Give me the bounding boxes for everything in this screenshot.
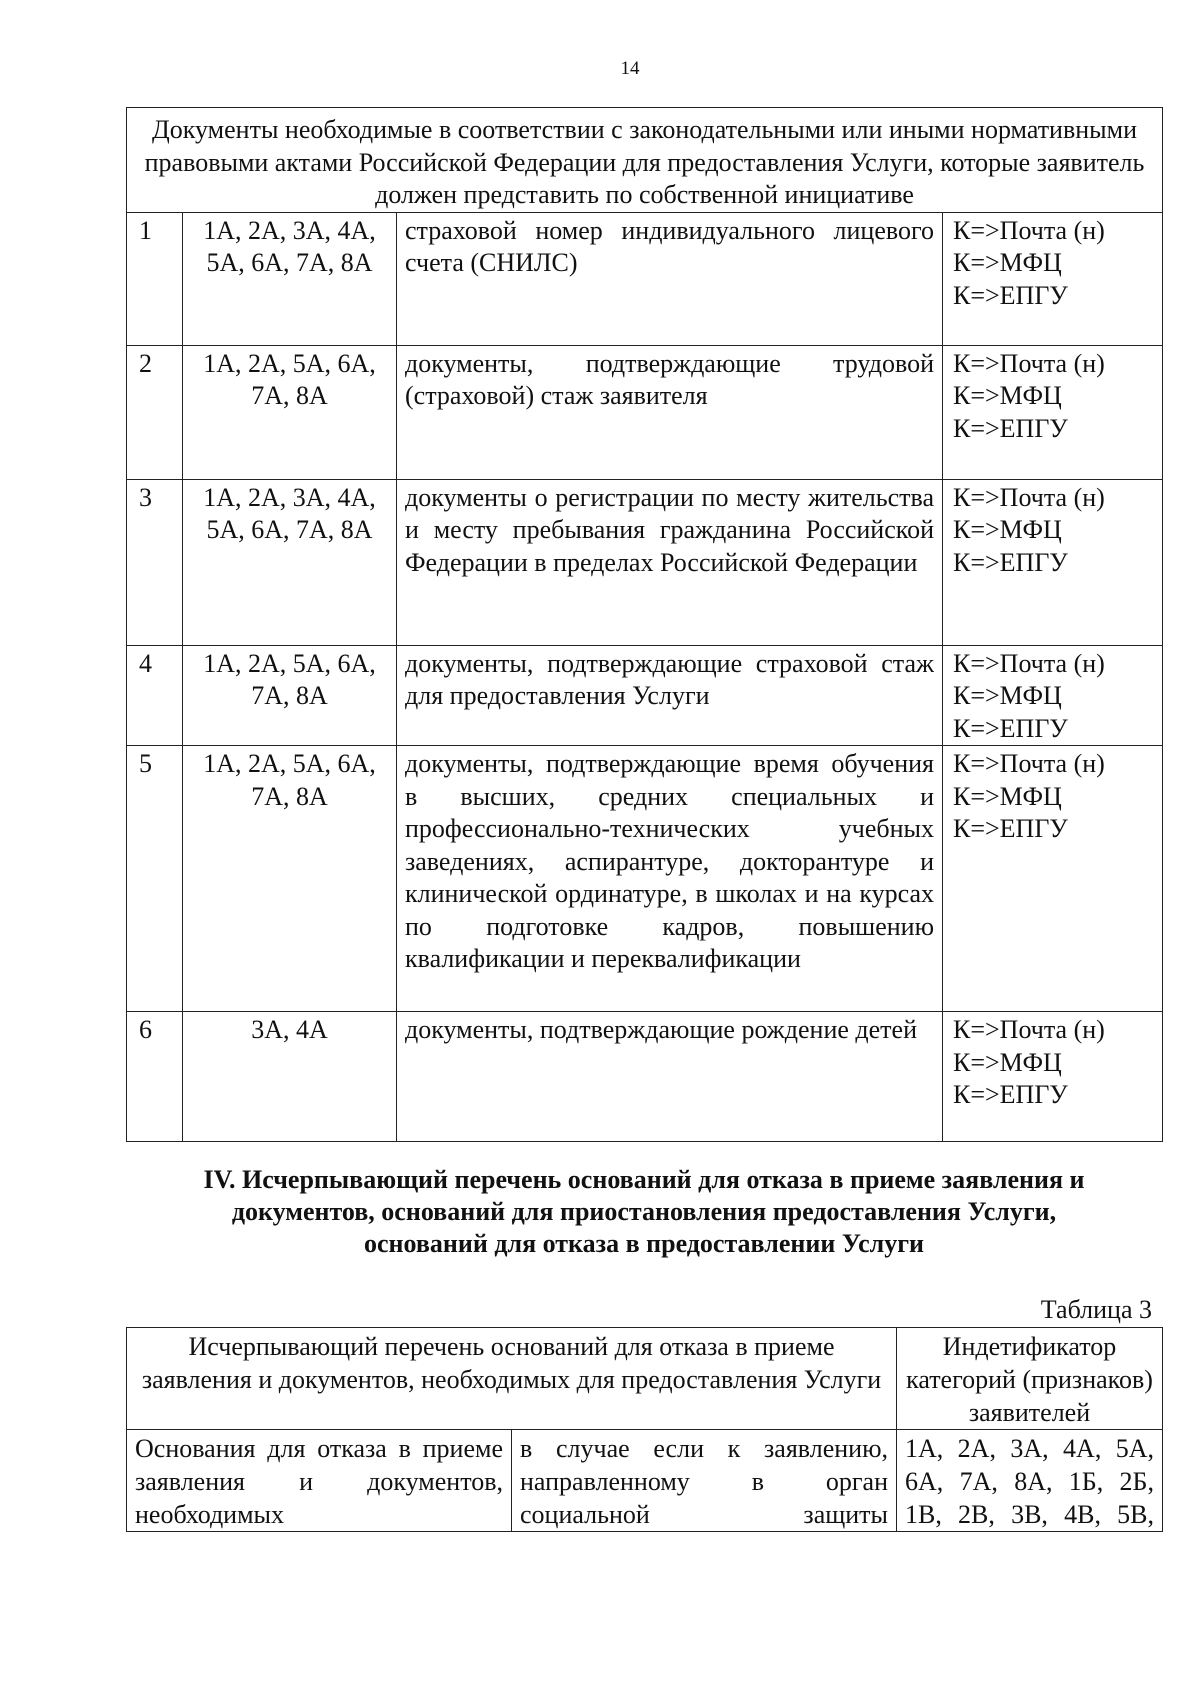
table-caption: Таблица 3 bbox=[1040, 1295, 1152, 1324]
section-title-line: документов, оснований для приостановления предоставления Услуги, bbox=[231, 1197, 1057, 1226]
channel-epgu: К=>ЕПГУ bbox=[953, 547, 1068, 577]
row-categories: 3А, 4А bbox=[183, 1012, 397, 1142]
table-row bbox=[127, 345, 1163, 479]
row-document: документы о регистрации по месту жительства и месту пребывания гражданина Российской Федерации в пределах Российской Федерации bbox=[397, 479, 943, 645]
refusal-condition-text: в случае если к заявлению, направленному в орган социальной защиты bbox=[520, 1434, 888, 1529]
refusal-grounds-header: Исчерпывающий перечень оснований для отказа в приеме заявления и документов, необходимых для предоставления Услуги bbox=[127, 1328, 897, 1430]
row-number: 1 bbox=[127, 212, 183, 345]
section-title bbox=[126, 1164, 1162, 1260]
row-categories: 1А, 2А, 3А, 4А, 5А, 6А, 7А, 8А bbox=[183, 212, 397, 345]
table-row bbox=[127, 1430, 1163, 1532]
channel-mfc: К=>МФЦ bbox=[953, 681, 1062, 710]
row-number: 3 bbox=[127, 479, 183, 645]
row-channels bbox=[943, 212, 1163, 345]
channel-epgu: К=>ЕПГУ bbox=[953, 1080, 1068, 1109]
row-categories: 1А, 2А, 3А, 4А, 5А, 6А, 7А, 8А bbox=[183, 479, 397, 645]
row-number: 4 bbox=[127, 645, 183, 746]
channel-mfc: К=>МФЦ bbox=[953, 781, 1062, 811]
channel-mfc: К=>МФЦ bbox=[953, 248, 1062, 277]
row-number: 6 bbox=[127, 1012, 183, 1142]
page-number: 14 bbox=[620, 58, 640, 79]
documents-table bbox=[126, 107, 1163, 1142]
row-categories: 1А, 2А, 5А, 6А, 7А, 8А bbox=[183, 645, 397, 746]
channel-post: К=>Почта (н) bbox=[953, 749, 1105, 778]
row-number: 5 bbox=[127, 746, 183, 1012]
channel-post: К=>Почта (н) bbox=[953, 482, 1105, 512]
table-row bbox=[127, 1012, 1163, 1142]
channel-mfc: К=>МФЦ bbox=[953, 381, 1062, 410]
channel-mfc: К=>МФЦ bbox=[953, 515, 1062, 544]
channel-epgu: К=>ЕПГУ bbox=[953, 280, 1068, 310]
row-channels bbox=[943, 746, 1163, 1012]
channel-epgu: К=>ЕПГУ bbox=[953, 814, 1068, 843]
section-title-line: IV. Исчерпывающий перечень оснований для отказа в приеме заявления и bbox=[203, 1165, 1085, 1194]
category-ids-cell bbox=[897, 1430, 1163, 1532]
channel-epgu: К=>ЕПГУ bbox=[953, 413, 1068, 443]
channel-post: К=>Почта (н) bbox=[953, 648, 1105, 678]
table-row bbox=[127, 645, 1163, 746]
refusal-ground-cell bbox=[127, 1430, 512, 1532]
row-channels bbox=[943, 345, 1163, 479]
table-row bbox=[127, 746, 1163, 1012]
documents-table-header-row bbox=[127, 108, 1163, 213]
row-channels bbox=[943, 1012, 1163, 1142]
table-row bbox=[127, 212, 1163, 345]
refusal-grounds-table bbox=[126, 1327, 1163, 1532]
row-categories: 1А, 2А, 5А, 6А, 7А, 8А bbox=[183, 345, 397, 479]
channel-post: К=>Почта (н) bbox=[953, 348, 1105, 378]
channel-epgu: К=>ЕПГУ bbox=[953, 713, 1068, 743]
refusal-ground-text: Основания для отказа в приеме заявления и документов, необходимых bbox=[135, 1434, 503, 1529]
row-channels bbox=[943, 479, 1163, 645]
refusal-grounds-header-row bbox=[127, 1328, 1163, 1430]
row-channels bbox=[943, 645, 1163, 746]
row-categories: 1А, 2А, 5А, 6А, 7А, 8А bbox=[183, 746, 397, 1012]
refusal-condition-cell bbox=[512, 1430, 897, 1532]
documents-table-header: Документы необходимые в соответствии с законодательными или иными нормативными правовыми актами Российской Федерации для предоставления Услуги, которые заявитель должен представить по собственной инициативе bbox=[127, 108, 1163, 213]
channel-mfc: К=>МФЦ bbox=[953, 1047, 1062, 1077]
channel-post: К=>Почта (н) bbox=[953, 1015, 1105, 1044]
row-number: 2 bbox=[127, 345, 183, 479]
category-ids-text: 1А, 2А, 3А, 4А, 5А, 6А, 7А, 8А, 1Б, 2Б, 1В, 2В, 3В, 4В, 5В, bbox=[905, 1434, 1154, 1529]
row-document: документы, подтверждающие время обучения в высших, средних специальных и профессионально-технических учебных заведениях, аспирантуре, докторантуре и клинической ординатуре, в школах и на курсах по подготовке кадров, повышению квалификации и переквалификации bbox=[397, 746, 943, 1012]
row-document: страховой номер индивидуального лицевого счета (СНИЛС) bbox=[397, 212, 943, 345]
table-row bbox=[127, 479, 1163, 645]
category-identifier-header: Индетификатор категорий (признаков) заявителей bbox=[897, 1328, 1163, 1430]
row-document: документы, подтверждающие страховой стаж для предоставления Услуги bbox=[397, 645, 943, 746]
row-document: документы, подтверждающие рождение детей bbox=[397, 1012, 943, 1142]
row-document: документы, подтверждающие трудовой (страховой) стаж заявителя bbox=[397, 345, 943, 479]
section-title-line: оснований для отказа в предоставлении Услуги bbox=[363, 1229, 925, 1258]
channel-post: К=>Почта (н) bbox=[953, 215, 1105, 245]
